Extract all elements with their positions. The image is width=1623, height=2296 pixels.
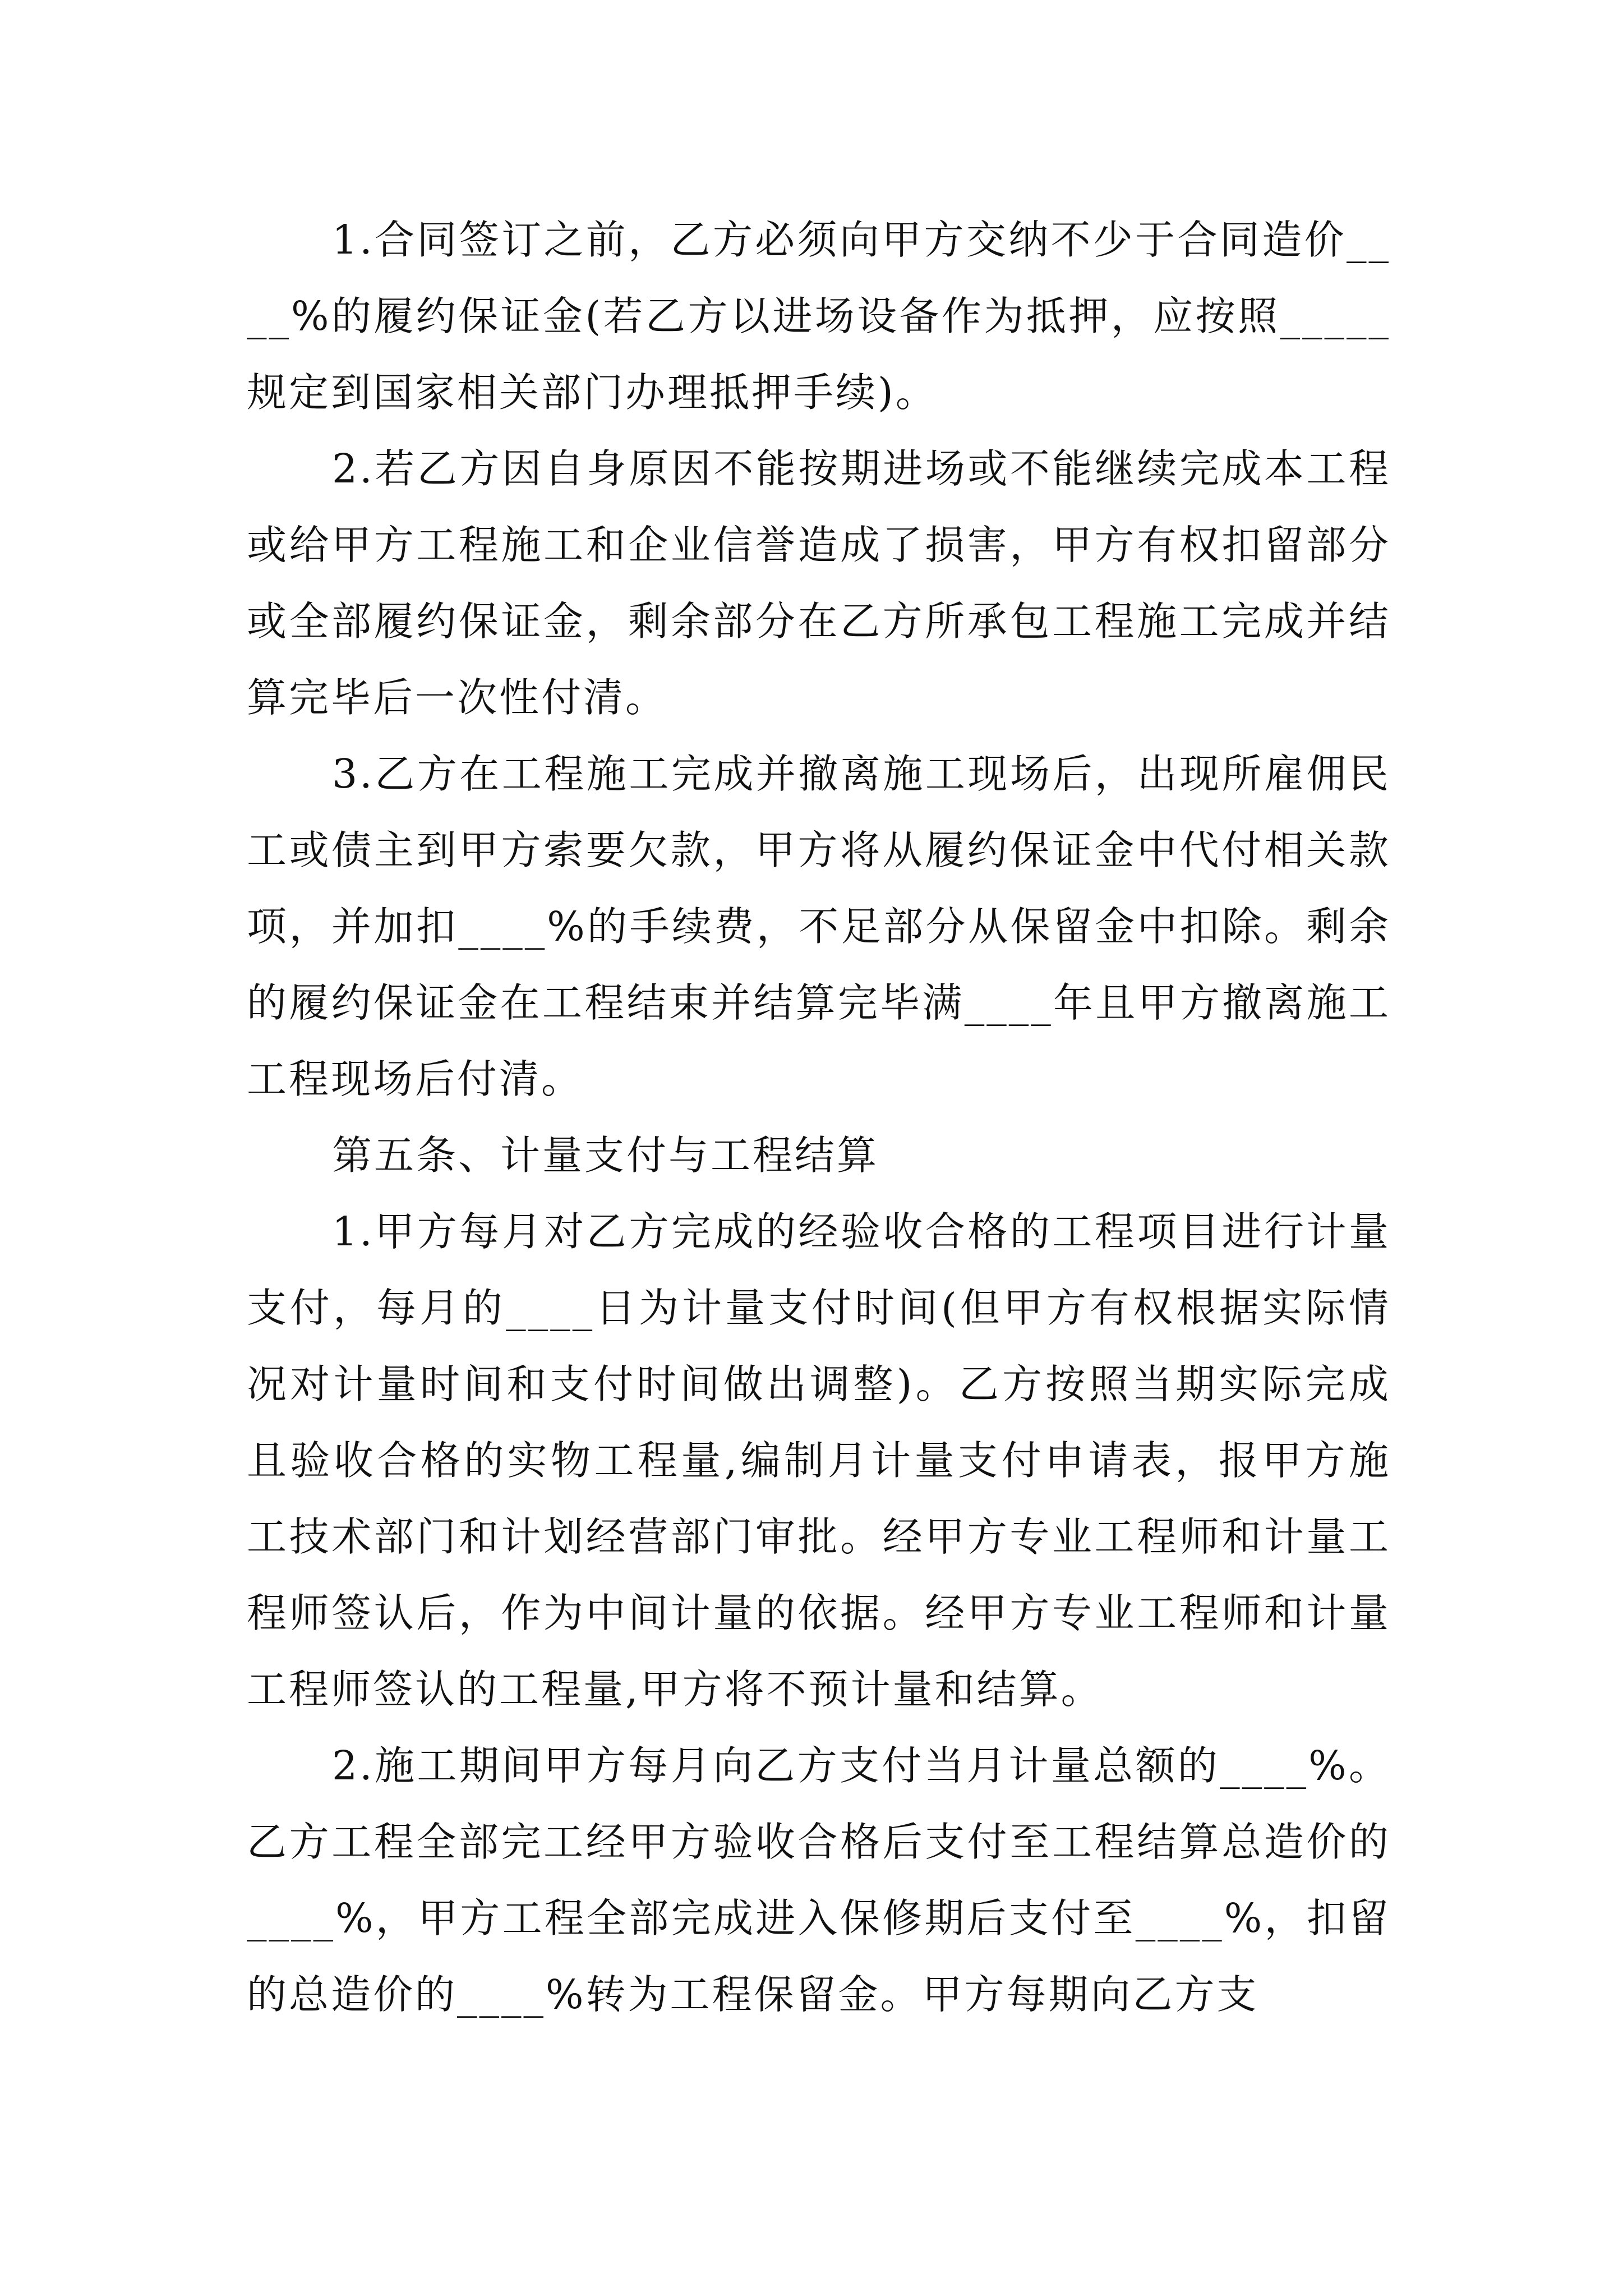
document-body: [247, 202, 1391, 2033]
paragraph-payment-1: 1.甲方每月对乙方完成的经验收合格的工程项目进行计量支付，每月的____日为计量支付时间(但甲方有权根据实际情况对计量时间和支付时间做出调整)。乙方按照当期实际完成且验收合格的实物工程量,编制月计量支付申请表，报甲方施工技术部门和计划经营部门审批。经甲方专业工程师和计量工程师签认后，作为中间计量的依据。经甲方专业工程师和计量工程师签认的工程量,甲方将不预计量和结算。: [247, 1208, 1391, 1713]
paragraph-payment-2: 2.施工期间甲方每月向乙方支付当月计量总额的____%。乙方工程全部完工经甲方验收合格后支付至工程结算总造价的____%，甲方工程全部完成进入保修期后支付至____%，扣留的总造价的____%转为工程保留金。甲方每期向乙方支: [247, 1742, 1391, 2018]
section-heading-article-5: 第五条、计量支付与工程结算: [332, 1132, 879, 1179]
paragraph-deposit-1: 1.合同签订之前，乙方必须向甲方交纳不少于合同造价____%的履约保证金(若乙方以进场设备作为抵押，应按照_____规定到国家相关部门办理抵押手续)。: [247, 217, 1391, 416]
paragraph-deposit-3: 3.乙方在工程施工完成并撤离施工现场后，出现所雇佣民工或债主到甲方索要欠款，甲方将从履约保证金中代付相关款项，并加扣____%的手续费，不足部分从保留金中扣除。剩余的履约保证金在工程结束并结算完毕满____年且甲方撤离施工工程现场后付清。: [247, 751, 1391, 1102]
paragraph-deposit-2: 2.若乙方因自身原因不能按期进场或不能继续完成本工程或给甲方工程施工和企业信誉造成了损害，甲方有权扣留部分或全部履约保证金，剩余部分在乙方所承包工程施工完成并结算完毕后一次性付清。: [247, 445, 1391, 721]
